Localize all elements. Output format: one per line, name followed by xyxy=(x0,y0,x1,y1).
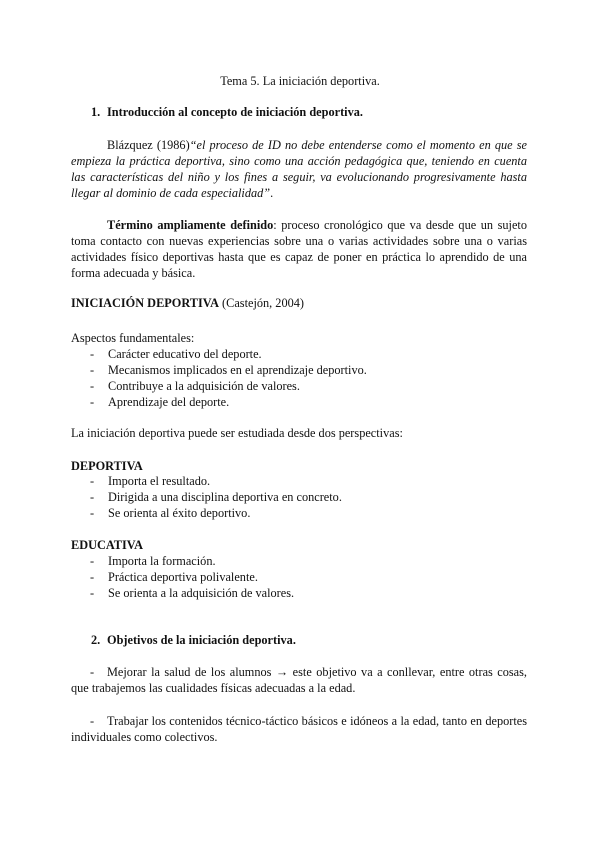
quote-paragraph xyxy=(71,137,527,201)
objective-bullet: - xyxy=(90,665,95,679)
definition-paragraph xyxy=(71,217,527,281)
deportiva-bullet: - xyxy=(90,474,95,488)
aspects-bullet: - xyxy=(90,395,95,409)
iniciacion-heading: INICIACIÓN DEPORTIVA xyxy=(71,296,219,310)
deportiva-bullet: - xyxy=(90,506,95,520)
definition-label: Término ampliamente definido xyxy=(107,218,274,232)
deportiva-item: Importa el resultado. xyxy=(108,474,211,488)
document-title: Tema 5. La iniciación deportiva. xyxy=(220,74,380,88)
deportiva-item: Se orienta al éxito deportivo. xyxy=(108,506,251,520)
perspectives-intro: La iniciación deportiva puede ser estudiada desde dos perspectivas: xyxy=(71,426,403,440)
aspects-item: Contribuye a la adquisición de valores. xyxy=(108,379,300,393)
objective-bullet: - xyxy=(90,714,95,728)
educativa-bullet: - xyxy=(90,554,95,568)
deportiva-item: Dirigida a una disciplina deportiva en concreto. xyxy=(108,490,342,504)
section-1-heading: Introducción al concepto de iniciación deportiva. xyxy=(107,105,363,119)
objective-item: Trabajar los contenidos técnico-táctico básicos e idóneos a la edad, tanto en deportes individuales como colectivos. xyxy=(71,714,527,744)
definition-text: : proceso cronológico que va desde que un sujeto toma contacto con nuevas experiencias sobre una o varias actividades sobre una o varias actividades físico deportivas hasta que es capaz de poner en práctica lo aprendido de una forma adecuada y básica. xyxy=(71,218,527,280)
iniciacion-source: (Castejón, 2004) xyxy=(218,296,304,310)
section-2-heading: Objetivos de la iniciación deportiva. xyxy=(107,633,296,647)
deportiva-heading: DEPORTIVA xyxy=(71,459,143,473)
educativa-item: Importa la formación. xyxy=(108,554,216,568)
quote-author: Blázquez (1986) xyxy=(107,138,190,152)
aspects-item: Aprendizaje del deporte. xyxy=(108,395,230,409)
aspects-intro: Aspectos fundamentales: xyxy=(71,331,195,345)
quote-end: . xyxy=(270,186,274,200)
aspects-bullet: - xyxy=(90,379,95,393)
quote-text: “el proceso de ID no debe entenderse como el momento en que se empieza la práctica deportiva, sino como una acción pedagógica que, teniendo en cuenta las características del niño y los fines a seguir, va evolucionando progresivamente hasta llegar al dominio de cada especialidad” xyxy=(71,138,527,200)
objective-item: Mejorar la salud de los alumnos → este objetivo va a conllevar, entre otras cosas, que trabajemos las cualidades físicas adecuadas a la edad. xyxy=(71,665,527,695)
aspects-bullet: - xyxy=(90,363,95,377)
educativa-item: Se orienta a la adquisición de valores. xyxy=(108,586,295,600)
iniciacion-heading-line xyxy=(71,295,304,311)
educativa-bullet: - xyxy=(90,586,95,600)
educativa-heading: EDUCATIVA xyxy=(71,538,143,552)
educativa-bullet: - xyxy=(90,570,95,584)
aspects-item: Mecanismos implicados en el aprendizaje deportivo. xyxy=(108,363,367,377)
deportiva-bullet: - xyxy=(90,490,95,504)
aspects-item: Carácter educativo del deporte. xyxy=(108,347,262,361)
aspects-bullet: - xyxy=(90,347,95,361)
educativa-item: Práctica deportiva polivalente. xyxy=(108,570,258,584)
section-1-number: 1. xyxy=(91,105,101,119)
section-2-number: 2. xyxy=(91,633,101,647)
